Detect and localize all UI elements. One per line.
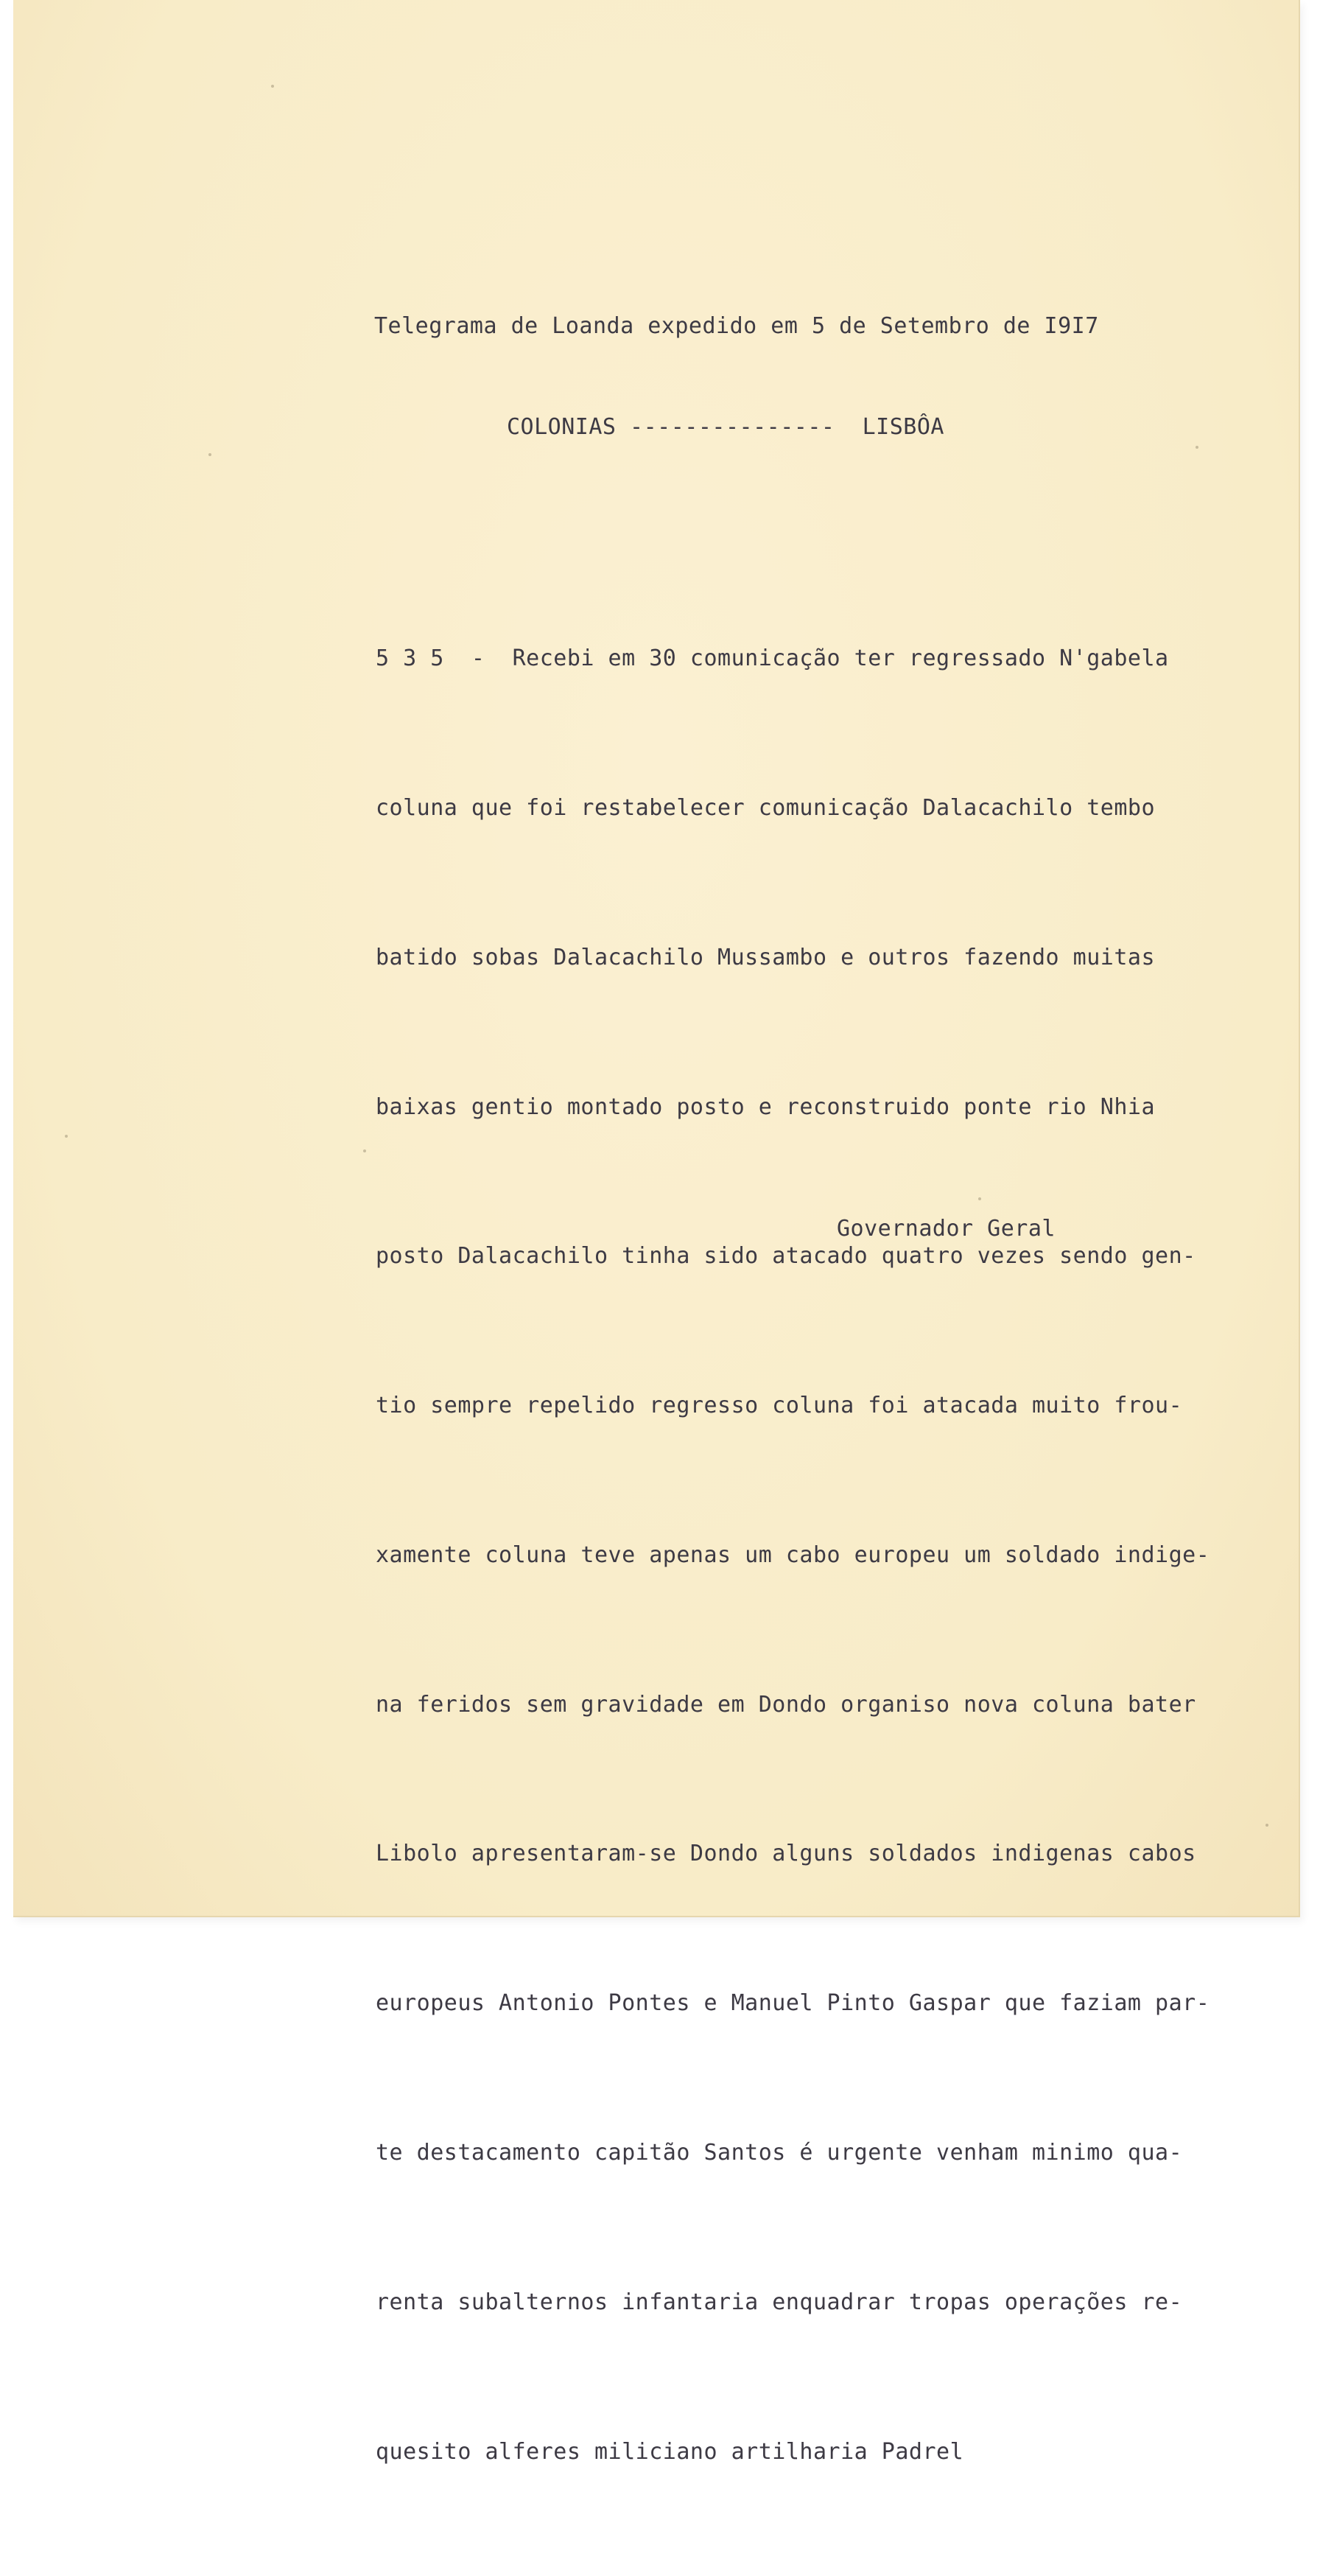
paper-speck	[1196, 446, 1198, 449]
paper-speck	[978, 1197, 981, 1200]
address-line: COLONIAS --------------- LISBÔA	[507, 414, 944, 440]
body-line: xamente coluna teve apenas um cabo europeu um soldado indige-	[376, 1541, 1210, 1568]
document-page	[13, 0, 1300, 2465]
body-line: na feridos sem gravidade em Dondo organiso nova coluna bater	[376, 1691, 1196, 1718]
signature: Governador Geral	[837, 1216, 1056, 1242]
body-line: coluna que foi restabelecer comunicação Dalacachilo tembo	[376, 794, 1156, 821]
body-line: posto Dalacachilo tinha sido atacado quatro vezes sendo gen-	[376, 1243, 1196, 1270]
body-line: baixas gentio montado posto e reconstruido ponte rio Nhia	[376, 1093, 1156, 1120]
paper-speck	[65, 1135, 68, 1138]
body-line: quesito alferes miliciano artilharia Padrel	[376, 2438, 964, 2465]
body-line: Libolo apresentaram-se Dondo alguns soldados indigenas cabos	[376, 1841, 1196, 1867]
body-line: renta subalternos infantaria enquadrar tropas operações re-	[376, 2289, 1183, 2315]
body-line: batido sobas Dalacachilo Mussambo e outros fazendo muitas	[376, 944, 1156, 970]
body-line: te destacamento capitão Santos é urgente venham minimo qua-	[376, 2140, 1183, 2166]
telegram-body	[376, 534, 1210, 2576]
body-line: 5 3 5 - Recebi em 30 comunicação ter regressado N'gabela	[376, 645, 1169, 672]
paper-speck	[363, 1149, 366, 1152]
paper-speck	[271, 85, 274, 88]
body-line: tio sempre repelido regresso coluna foi atacada muito frou-	[376, 1393, 1183, 1419]
body-line: europeus Antonio Pontes e Manuel Pinto Gaspar que faziam par-	[376, 1990, 1210, 2017]
paper-speck	[208, 453, 211, 456]
document-title: Telegrama de Loanda expedido em 5 de Setembro de I9I7	[374, 313, 1099, 339]
paper-speck	[1265, 1824, 1268, 1827]
